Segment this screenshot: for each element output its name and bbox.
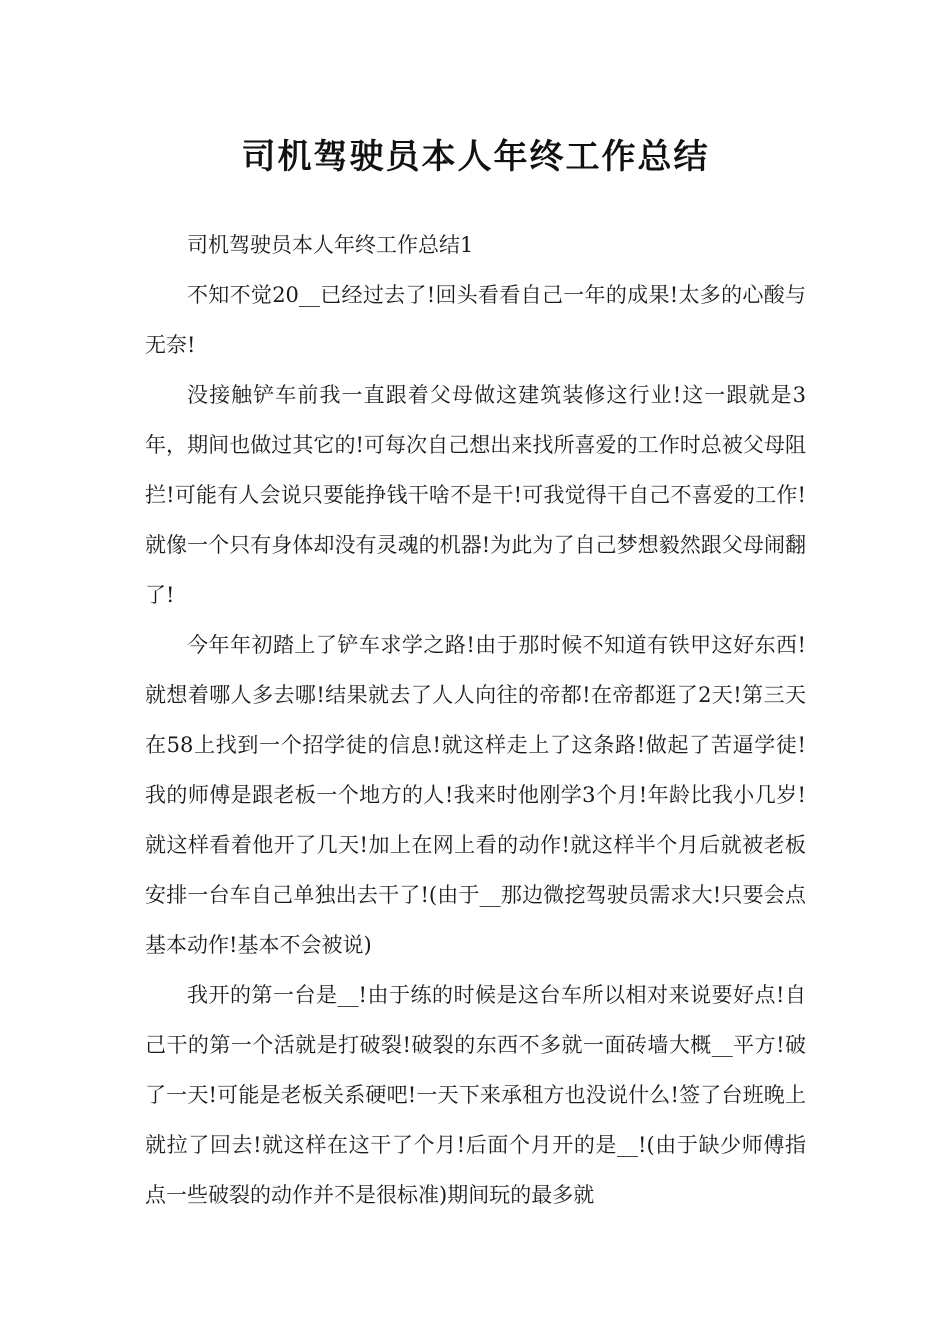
paragraph: 没接触铲车前我一直跟着父母做这建筑装修这行业!这一跟就是3年，期间也做过其它的!可每次自己想出来找所喜爱的工作时总被父母阻拦!可能有人会说只要能挣钱干啥不是干!可我觉得干自己不喜爱的工作!就像一个只有身体却没有灵魂的机器!为此为了自己梦想毅然跟父母闹翻了! (145, 383, 806, 607)
paragraph: 不知不觉20__已经过去了!回头看看自己一年的成果!太多的心酸与无奈! (145, 283, 806, 357)
paragraph: 今年年初踏上了铲车求学之路!由于那时候不知道有铁甲这好东西!就想着哪人多去哪!结果就去了人人向往的帝都!在帝都逛了2天!第三天在58上找到一个招学徒的信息!就这样走上了这条路!做起了苦逼学徒!我的师傅是跟老板一个地方的人!我来时他刚学3个月!年龄比我小几岁!就这样看着他开了几天!加上在网上看的动作!就这样半个月后就被老板安排一台车自己单独出去干了!(由于__那边微挖驾驶员需求大!只要会点基本动作!基本不会被说) (145, 633, 806, 957)
section-heading: 司机驾驶员本人年终工作总结1 (187, 233, 474, 257)
document-title: 司机驾驶员本人年终工作总结 (241, 137, 710, 177)
paragraph: 我开的第一台是__!由于练的时候是这台车所以相对来说要好点!自己干的第一个活就是打破裂!破裂的东西不多就一面砖墙大概__平方!破了一天!可能是老板关系硬吧!一天下来承租方也没说什么!签了台班晚上就拉了回去!就这样在这干了个月!后面个月开的是__!(由于缺少师傅指点一些破裂的动作并不是很标准)期间玩的最多就 (145, 983, 806, 1207)
document-body (145, 220, 806, 1220)
